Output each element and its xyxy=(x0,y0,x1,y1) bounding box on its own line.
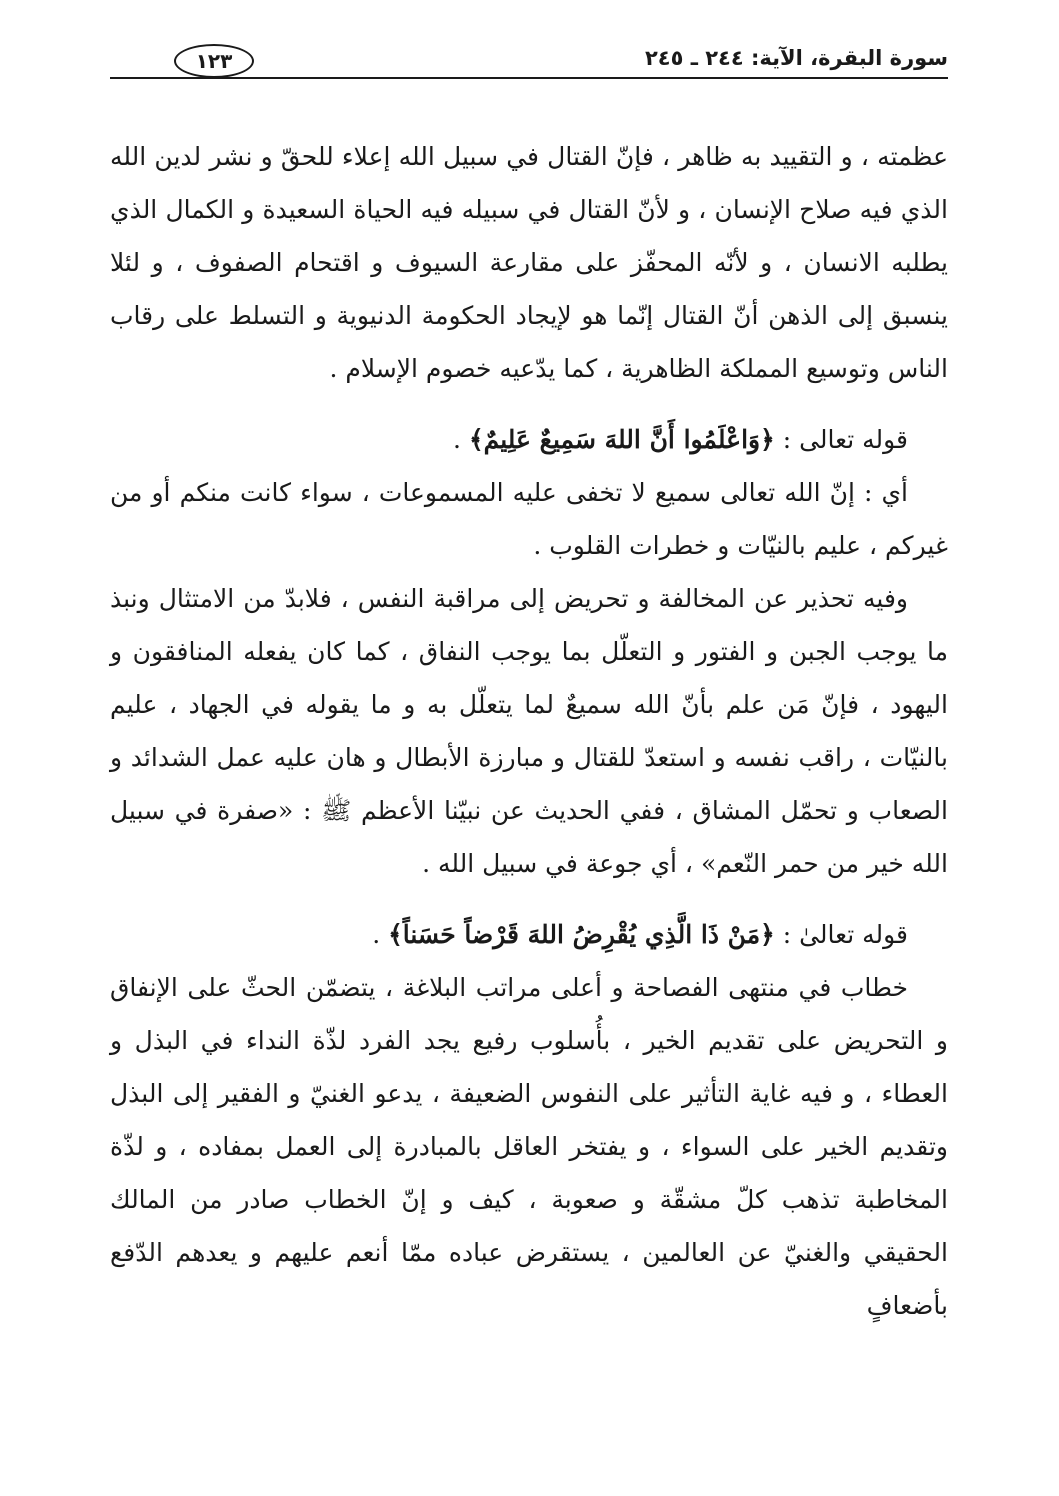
quran-verse: ﴿وَاعْلَمُوا أَنَّ اللهَ سَمِيعٌ عَلِيمٌ﴾ xyxy=(468,425,775,454)
paragraph: وفيه تحذير عن المخالفة و تحريض إلى مراقبة النفس ، فلابدّ من الامتثال ونبذ ما يوجب الجبن و الفتور و التعلّل بما يوجب النفاق ، كما كان يفعله المنافقون و اليهود ، فإنّ مَن علم بأنّ الله سميعٌ لما يتعلّل به و ما يقوله في الجهاد ، عليم بالنيّات ، راقب نفسه و استعدّ للقتال و مبارزة الأبطال و هان عليه عمل الشدائد و الصعاب و تحمّل المشاق ، ففي الحديث عن نبيّنا الأعظم ﷺ : «صفرة في سبيل الله خير من حمر النّعم» ، أي جوعة في سبيل الله . xyxy=(110,584,948,878)
page-number: ١٢٣ xyxy=(174,44,254,78)
verse-heading xyxy=(110,413,948,466)
spacer xyxy=(110,890,948,908)
verse-heading xyxy=(110,908,948,961)
header-rule xyxy=(110,77,948,79)
verse-suffix: . xyxy=(453,425,469,454)
verse-suffix: . xyxy=(372,920,389,949)
paragraph: خطاب في منتهى الفصاحة و أعلى مراتب البلاغة ، يتضمّن الحثّ على الإنفاق و التحريض على تقديم الخير ، بأُسلوب رفيع يجد الفرد لذّة النداء في البذل و العطاء ، و فيه غاية التأثير على النفوس الضعيفة ، يدعو الغنيّ و الفقير إلى البذل وتقديم الخير على السواء ، و يفتخر العاقل بالمبادرة إلى العمل بمفاده ، و لذّة المخاطبة تذهب كلّ مشقّة و صعوبة ، كيف و إنّ الخطاب صادر من المالك الحقيقي والغنيّ عن العالمين ، يستقرض عباده ممّا أنعم عليهم و يعدهم الدّفع بأضعافٍ xyxy=(110,973,948,1320)
spacer xyxy=(110,395,948,413)
paragraph: عظمته ، و التقييد به ظاهر ، فإنّ القتال في سبيل الله إعلاء للحقّ و نشر لدين الله الذي فيه صلاح الإنسان ، و لأنّ القتال في سبيله فيه الحياة السعيدة و الكمال الذي يطلبه الانسان ، و لأنّه المحفّز على مقارعة السيوف و اقتحام الصفوف ، و لئلا ينسبق إلى الذهن أنّ القتال إنّما هو لإيجاد الحكومة الدنيوية و التسلط على رقاب الناس وتوسيع المملكة الظاهرية ، كما يدّعيه خصوم الإسلام . xyxy=(110,142,948,383)
page-header xyxy=(110,44,948,88)
verse-prefix: قوله تعالىٰ : xyxy=(774,920,908,949)
quran-verse: ﴿مَنْ ذَا الَّذِي يُقْرِضُ اللهَ قَرْضاً حَسَناً﴾ xyxy=(388,920,775,949)
running-head: سورة البقرة، الآية: ٢٤٤ ـ ٢٤٥ xyxy=(644,46,948,70)
verse-prefix: قوله تعالى : xyxy=(774,425,908,454)
paragraph: أي : إنّ الله تعالى سميع لا تخفى عليه المسموعات ، سواء كانت منكم أو من غيركم ، عليم بالنيّات و خطرات القلوب . xyxy=(110,478,948,560)
page-body xyxy=(110,130,948,1332)
